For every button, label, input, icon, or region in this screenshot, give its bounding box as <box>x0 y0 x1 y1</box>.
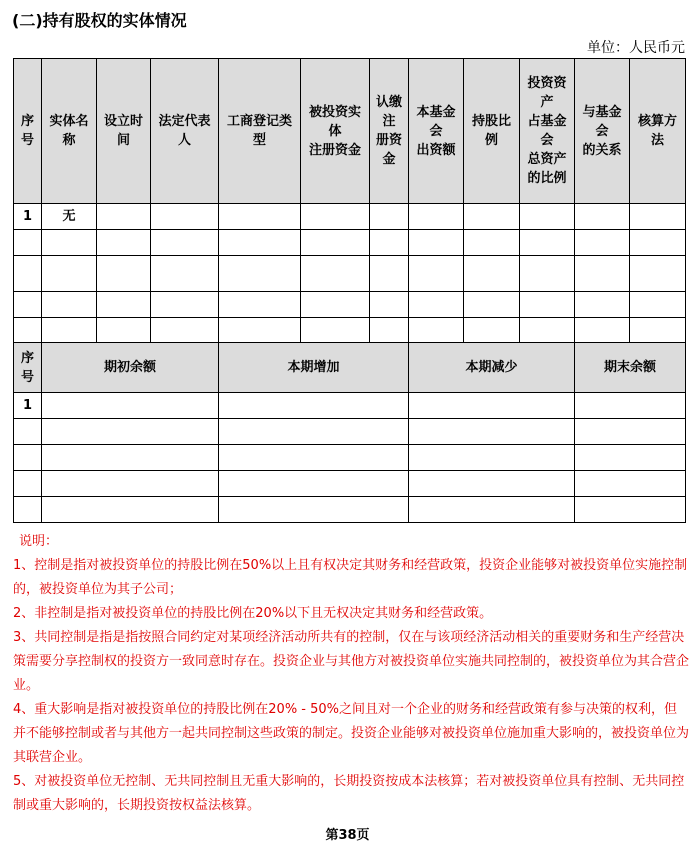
header-closing-balance: 期末余额 <box>575 343 686 393</box>
header-period-increase: 本期增加 <box>219 343 409 393</box>
table-cell[interactable] <box>14 419 42 445</box>
table-cell[interactable] <box>575 256 630 292</box>
table-cell[interactable] <box>520 230 575 256</box>
table-cell[interactable] <box>575 419 686 445</box>
table-cell[interactable] <box>464 292 520 318</box>
note-item: 4、重大影响是指对被投资单位的持股比例在20% - 50%之间且对一个企业的财务和经营政策有参与决策的权利，但并不能够控制或者与其他方一起共同控制这些政策的制定。投资企业能够对被投资单位施加重大影响的，被投资单位为其联营企业。 <box>13 702 690 765</box>
table-cell[interactable] <box>151 230 219 256</box>
header-period-decrease: 本期减少 <box>409 343 575 393</box>
header-legal-representative: 法定代表 人 <box>151 59 219 204</box>
header-seq: 序 号 <box>14 59 42 204</box>
table-cell[interactable] <box>520 256 575 292</box>
table-cell[interactable] <box>219 292 301 318</box>
header-relationship: 与基金 会 的关系 <box>575 59 630 204</box>
table-row <box>14 497 686 523</box>
table-cell[interactable] <box>151 318 219 343</box>
table-cell[interactable] <box>14 292 42 318</box>
table-cell[interactable] <box>464 318 520 343</box>
table-cell[interactable] <box>14 318 42 343</box>
table-cell[interactable] <box>219 230 301 256</box>
header-asset-ratio: 投资资 产 占基金 会 总资产 的比例 <box>520 59 575 204</box>
table-cell[interactable] <box>151 256 219 292</box>
table-cell[interactable] <box>42 230 97 256</box>
note-item: 2、非控制是指对被投资单位的持股比例在20%以下且无权决定其财务和经营政策。 <box>13 606 493 621</box>
table-cell[interactable]: 1 <box>14 204 42 230</box>
table-cell[interactable] <box>301 318 370 343</box>
table-cell[interactable] <box>520 292 575 318</box>
table-header-row <box>14 59 686 204</box>
table-row <box>14 445 686 471</box>
table-cell[interactable] <box>575 471 686 497</box>
table-cell[interactable] <box>301 292 370 318</box>
header-registration-type: 工商登记类 型 <box>219 59 301 204</box>
header-opening-balance: 期初余额 <box>42 343 219 393</box>
table-cell[interactable] <box>409 445 575 471</box>
table-row <box>14 256 686 292</box>
table-cell[interactable] <box>370 230 409 256</box>
table-cell[interactable] <box>464 256 520 292</box>
header-registered-capital: 被投资实 体 注册资金 <box>301 59 370 204</box>
table-cell[interactable] <box>409 318 464 343</box>
table-cell[interactable] <box>97 292 151 318</box>
table-cell[interactable] <box>219 497 409 523</box>
table-cell[interactable] <box>151 292 219 318</box>
table-row <box>14 292 686 318</box>
page-number: 第38页 <box>325 828 370 843</box>
table-row <box>14 318 686 343</box>
table-cell[interactable] <box>520 318 575 343</box>
table-cell[interactable] <box>409 204 464 230</box>
table-cell[interactable] <box>14 497 42 523</box>
table-cell[interactable] <box>42 393 219 419</box>
table-cell[interactable] <box>301 230 370 256</box>
table-cell[interactable] <box>97 230 151 256</box>
header-established-date: 设立时 间 <box>97 59 151 204</box>
table-cell[interactable] <box>151 204 219 230</box>
table-cell[interactable] <box>409 497 575 523</box>
table-cell[interactable] <box>14 256 42 292</box>
table-cell[interactable] <box>14 230 42 256</box>
note-item: 5、对被投资单位无控制、无共同控制且无重大影响的，长期投资按成本法核算；若对被投资单位具有控制、无共同控制或重大影响的，长期投资按权益法核算。 <box>13 774 685 813</box>
table-cell[interactable] <box>219 445 409 471</box>
header-seq: 序 号 <box>14 343 42 393</box>
table-cell[interactable] <box>630 256 686 292</box>
table-cell[interactable] <box>575 230 630 256</box>
table-row <box>14 419 686 445</box>
notes-label: 说明： <box>19 534 59 549</box>
table-cell[interactable] <box>370 204 409 230</box>
table-cell[interactable] <box>219 393 409 419</box>
table-cell[interactable] <box>42 471 219 497</box>
table-cell[interactable] <box>520 204 575 230</box>
header-shareholding-ratio: 持股比 例 <box>464 59 520 204</box>
table-cell[interactable] <box>14 471 42 497</box>
table-cell[interactable]: 1 <box>14 393 42 419</box>
table-row <box>14 230 686 256</box>
section-title: (二)持有股权的实体情况 <box>12 11 187 30</box>
table-cell[interactable] <box>42 445 219 471</box>
table-cell[interactable] <box>630 318 686 343</box>
equity-entity-table <box>13 58 686 343</box>
table-cell[interactable] <box>409 292 464 318</box>
table-cell[interactable] <box>409 419 575 445</box>
table-cell[interactable] <box>630 292 686 318</box>
table-cell[interactable] <box>219 318 301 343</box>
table-cell[interactable] <box>301 204 370 230</box>
table-cell[interactable] <box>42 256 97 292</box>
table-cell[interactable] <box>219 471 409 497</box>
table-cell[interactable] <box>42 318 97 343</box>
table-cell[interactable] <box>575 204 630 230</box>
table-cell[interactable] <box>370 318 409 343</box>
table-cell[interactable] <box>301 256 370 292</box>
table-cell[interactable] <box>575 497 686 523</box>
table-cell[interactable] <box>464 230 520 256</box>
currency-unit: 单位：人民币元 <box>587 40 685 56</box>
table-header-row <box>14 343 686 393</box>
table-cell[interactable] <box>42 292 97 318</box>
header-foundation-contribution: 本基金 会 出资额 <box>409 59 464 204</box>
table-cell[interactable] <box>575 445 686 471</box>
table-row <box>14 393 686 419</box>
table-cell[interactable] <box>575 292 630 318</box>
table-cell[interactable] <box>97 204 151 230</box>
note-item: 3、共同控制是指是指按照合同约定对某项经济活动所共有的控制，仅在与该项经济活动相关的重要财务和生产经营决策需要分享控制权的投资方一致同意时存在。投资企业与其他方对被投资单位实施共同控制的，被投资单位为其合营企业。 <box>13 630 690 693</box>
header-subscribed-capital: 认缴 注 册资 金 <box>370 59 409 204</box>
table-cell[interactable] <box>464 204 520 230</box>
table-cell[interactable] <box>370 256 409 292</box>
note-item: 1、控制是指对被投资单位的持股比例在50%以上且有权决定其财务和经营政策，投资企业能够对被投资单位实施控制的，被投资单位为其子公司； <box>13 558 688 597</box>
balance-change-table <box>13 342 686 523</box>
table-cell[interactable] <box>630 230 686 256</box>
table-cell[interactable] <box>630 204 686 230</box>
table-cell[interactable] <box>42 419 219 445</box>
table-cell[interactable] <box>370 292 409 318</box>
header-accounting-method: 核算方 法 <box>630 59 686 204</box>
table-cell[interactable] <box>219 256 301 292</box>
table-cell[interactable] <box>219 419 409 445</box>
table-cell[interactable] <box>409 230 464 256</box>
table-row <box>14 204 686 230</box>
table-cell[interactable] <box>42 497 219 523</box>
table-cell[interactable] <box>97 256 151 292</box>
table-cell[interactable] <box>409 393 575 419</box>
table-row <box>14 471 686 497</box>
notes-section <box>13 530 689 818</box>
table-cell[interactable]: 无 <box>42 204 97 230</box>
table-cell[interactable] <box>575 393 686 419</box>
table-cell[interactable] <box>97 318 151 343</box>
table-cell[interactable] <box>14 445 42 471</box>
header-entity-name: 实体名 称 <box>42 59 97 204</box>
table-cell[interactable] <box>409 256 464 292</box>
table-cell[interactable] <box>409 471 575 497</box>
table-cell[interactable] <box>575 318 630 343</box>
table-cell[interactable] <box>219 204 301 230</box>
